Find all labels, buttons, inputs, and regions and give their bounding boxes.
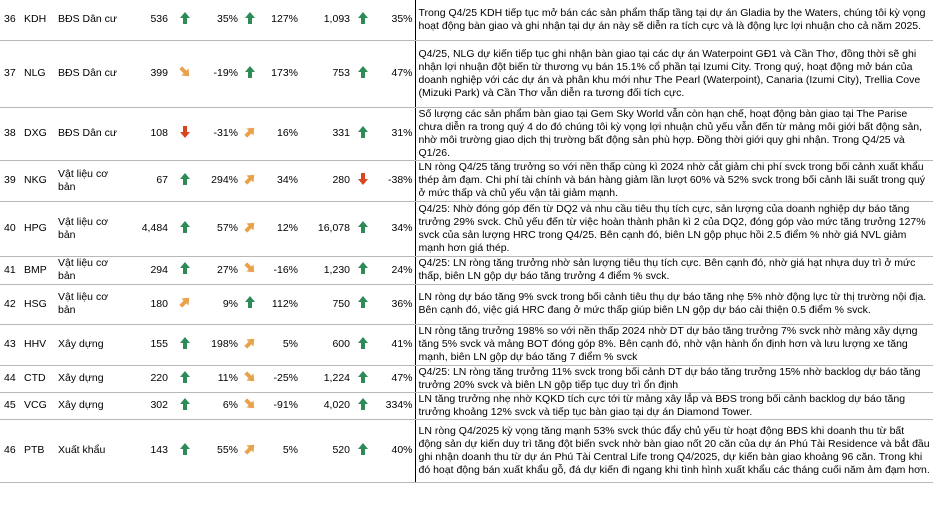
table-row bbox=[0, 40, 933, 107]
quarter-profit-cell: 302 bbox=[130, 392, 170, 419]
yoy-change-cell: -19% bbox=[200, 40, 240, 107]
row-number: 42 bbox=[0, 284, 22, 324]
commentary-cell: LN ròng tăng trưởng 198% so với nền thấp 2024 nhờ DT dự báo tăng trưởng 7% svck nhờ mảng xây dựng tăng 5% svck và mảng BOT đóng góp 8%. Bên cạnh đó, nhờ vận hành ổn định hơn và lưu lượng xe tăng mạnh, biên LN gộp dự báo tăng 7 điểm % svck bbox=[415, 324, 933, 365]
commentary-cell: Q4/25: Nhờ đóng góp đến từ DQ2 và nhu cầu tiêu thụ tích cực, sản lượng của doanh nghiệp dự báo tăng trưởng 29% svck. Chủ yếu đến từ việc hoàn thành phân kì 2 của DQ2, đóng góp vào mức tăng trưởng 127% svck của sản lượng HRC trong Q4/25. Bên cạnh đó, biên LN gộp phục hồi 2.5 điểm % nhờ giá NVL giảm mạnh hơn giá thép. bbox=[415, 201, 933, 256]
table-row bbox=[0, 0, 933, 40]
table-row bbox=[0, 284, 933, 324]
sector-cell: BĐS Dân cư bbox=[56, 107, 130, 160]
table-row bbox=[0, 365, 933, 392]
arrow-up-icon bbox=[240, 0, 260, 40]
ticker-cell: HHV bbox=[22, 324, 56, 365]
full-year-profit-cell: 280 bbox=[300, 160, 352, 201]
quarter-profit-cell: 180 bbox=[130, 284, 170, 324]
arrow-up-icon bbox=[352, 419, 374, 482]
arrow-up-icon bbox=[170, 0, 200, 40]
sector-cell: Xây dựng bbox=[56, 365, 130, 392]
full-year-profit-cell: 16,078 bbox=[300, 201, 352, 256]
yoy-change-cell: 198% bbox=[200, 324, 240, 365]
table-row bbox=[0, 107, 933, 160]
commentary-cell: LN ròng Q4/2025 kỳ vọng tăng mạnh 53% svck thúc đẩy chủ yếu từ hoạt động BĐS khi doanh thu từ bất động sản dự kiến duy trì tăng đột biến svck nhờ bàn giao nốt 20 căn của dự án Phú Tài Residence và bắt đầu ghi nhận doanh thu từ dự án Phú Tài Central Life trong Q4/2025, dự kiến bàn giao khoảng 96 căn. Trong khi đó hoạt động bán xuất khẩu gỗ, đá dự kiến đi ngang khi tình hình xuất khẩu các tháng cuối năm ảm đạm hơn. bbox=[415, 419, 933, 482]
ticker-cell: CTD bbox=[22, 365, 56, 392]
full-year-change-cell: 47% bbox=[374, 40, 415, 107]
full-year-profit-cell: 1,093 bbox=[300, 0, 352, 40]
table-row bbox=[0, 256, 933, 284]
arrow-up-right-icon bbox=[240, 419, 260, 482]
sector-cell: Vật liệu cơ bản bbox=[56, 201, 130, 256]
table-row bbox=[0, 419, 933, 482]
quarter-profit-cell: 67 bbox=[130, 160, 170, 201]
ticker-cell: NKG bbox=[22, 160, 56, 201]
sector-cell: Xây dựng bbox=[56, 324, 130, 365]
commentary-cell: Số lượng các sản phẩm bàn giao tại Gem Sky World vẫn còn hạn chế, hoạt động bàn giao tại The Parise chưa diễn ra trong quý 4 do đó chúng tôi kỳ vọng lợi nhuận chủ yếu vẫn đến từ mảng môi giới bất động sản, nhờ môi trường giao dịch thị trường bất động sản phù hợp. Đồng thời giới quy ghi nhận. Trong Q4/25 và Q1/26. bbox=[415, 107, 933, 160]
row-number: 44 bbox=[0, 365, 22, 392]
arrow-up-icon bbox=[352, 256, 374, 284]
arrow-up-icon bbox=[352, 324, 374, 365]
yoy-change-cell: 9% bbox=[200, 284, 240, 324]
ticker-cell: HPG bbox=[22, 201, 56, 256]
full-year-profit-cell: 520 bbox=[300, 419, 352, 482]
quarter-profit-cell: 155 bbox=[130, 324, 170, 365]
ticker-cell: DXG bbox=[22, 107, 56, 160]
yoy-change-cell: 27% bbox=[200, 256, 240, 284]
arrow-up-icon bbox=[170, 201, 200, 256]
full-year-profit-cell: 4,020 bbox=[300, 392, 352, 419]
row-number: 40 bbox=[0, 201, 22, 256]
arrow-up-right-icon bbox=[170, 284, 200, 324]
full-year-change-cell: -38% bbox=[374, 160, 415, 201]
sector-cell: Vật liệu cơ bản bbox=[56, 256, 130, 284]
arrow-down-icon bbox=[352, 160, 374, 201]
arrow-up-right-icon bbox=[240, 160, 260, 201]
full-year-change-cell: 24% bbox=[374, 256, 415, 284]
arrow-up-icon bbox=[240, 40, 260, 107]
quarter-profit-cell: 294 bbox=[130, 256, 170, 284]
arrow-down-right-icon bbox=[240, 256, 260, 284]
qoq-change-cell: 12% bbox=[260, 201, 300, 256]
ticker-cell: BMP bbox=[22, 256, 56, 284]
commentary-cell: Trong Q4/25 KDH tiếp tục mở bán các sản phẩm thấp tầng tại dự án Gladia by the Waters, chúng tôi kỳ vọng hoạt động bàn giao và ghi nhận tại dự án này sẽ diễn ra tích cực và là động lực lợi nhuận cho cả năm 2025. bbox=[415, 0, 933, 40]
arrow-up-icon bbox=[352, 365, 374, 392]
arrow-up-icon bbox=[170, 392, 200, 419]
arrow-up-icon bbox=[170, 365, 200, 392]
arrow-up-icon bbox=[170, 419, 200, 482]
row-number: 43 bbox=[0, 324, 22, 365]
arrow-up-icon bbox=[170, 160, 200, 201]
commentary-cell: Q4/25, NLG dự kiến tiếp tục ghi nhận bàn giao tại các dự án Waterpoint GĐ1 và Cần Thơ, đồng thời sẽ ghi nhận lợi nhuận đột biến từ thương vụ bán 15.1% cổ phần tại Izumi City. Trong quý, hoạt động mở bán của doanh nghiệp với các dự án và phân khu mới như The Pearl (Waterpoint), Canaria (Izumi City), Trellia Cove (Mizuki Park) và Cần Thơ vẫn diễn ra tương đối tích cực. bbox=[415, 40, 933, 107]
ticker-cell: VCG bbox=[22, 392, 56, 419]
ticker-cell: PTB bbox=[22, 419, 56, 482]
sector-cell: BĐS Dân cư bbox=[56, 0, 130, 40]
qoq-change-cell: 16% bbox=[260, 107, 300, 160]
qoq-change-cell: 5% bbox=[260, 419, 300, 482]
quarter-profit-cell: 108 bbox=[130, 107, 170, 160]
sector-cell: Vật liệu cơ bản bbox=[56, 160, 130, 201]
row-number: 46 bbox=[0, 419, 22, 482]
full-year-change-cell: 40% bbox=[374, 419, 415, 482]
arrow-down-right-icon bbox=[240, 392, 260, 419]
arrow-up-icon bbox=[352, 0, 374, 40]
table-row bbox=[0, 201, 933, 256]
ticker-cell: NLG bbox=[22, 40, 56, 107]
arrow-up-icon bbox=[170, 324, 200, 365]
sector-cell: Vật liệu cơ bản bbox=[56, 284, 130, 324]
full-year-change-cell: 334% bbox=[374, 392, 415, 419]
arrow-down-right-icon bbox=[170, 40, 200, 107]
table-row bbox=[0, 160, 933, 201]
sector-cell: BĐS Dân cư bbox=[56, 40, 130, 107]
qoq-change-cell: -16% bbox=[260, 256, 300, 284]
ticker-cell: KDH bbox=[22, 0, 56, 40]
full-year-change-cell: 31% bbox=[374, 107, 415, 160]
full-year-change-cell: 36% bbox=[374, 284, 415, 324]
yoy-change-cell: -31% bbox=[200, 107, 240, 160]
qoq-change-cell: 112% bbox=[260, 284, 300, 324]
full-year-change-cell: 34% bbox=[374, 201, 415, 256]
row-number: 39 bbox=[0, 160, 22, 201]
qoq-change-cell: -25% bbox=[260, 365, 300, 392]
row-number: 45 bbox=[0, 392, 22, 419]
quarter-profit-cell: 399 bbox=[130, 40, 170, 107]
yoy-change-cell: 57% bbox=[200, 201, 240, 256]
quarter-profit-cell: 220 bbox=[130, 365, 170, 392]
qoq-change-cell: 127% bbox=[260, 0, 300, 40]
row-number: 37 bbox=[0, 40, 22, 107]
full-year-change-cell: 35% bbox=[374, 0, 415, 40]
yoy-change-cell: 11% bbox=[200, 365, 240, 392]
qoq-change-cell: 34% bbox=[260, 160, 300, 201]
qoq-change-cell: -91% bbox=[260, 392, 300, 419]
arrow-up-icon bbox=[352, 40, 374, 107]
arrow-up-icon bbox=[352, 284, 374, 324]
quarter-profit-cell: 4,484 bbox=[130, 201, 170, 256]
commentary-cell: LN ròng dự báo tăng 9% svck trong bối cảnh tiêu thụ dự báo tăng nhẹ 5% nhờ động lực từ thị trường nội địa. Bên cạnh đó, việc giá HRC đang ở mức thấp giúp biên LN gộp dự báo cải thiện 0.5 điểm % svck. bbox=[415, 284, 933, 324]
qoq-change-cell: 173% bbox=[260, 40, 300, 107]
table-row bbox=[0, 324, 933, 365]
commentary-cell: Q4/25: LN ròng tăng trưởng nhờ sản lượng tiêu thụ tích cực. Bên cạnh đó, nhờ giá hạt nhựa duy trì ở mức thấp, biên LN gộp dự báo tăng trưởng 4 điểm % svck. bbox=[415, 256, 933, 284]
full-year-change-cell: 41% bbox=[374, 324, 415, 365]
quarter-profit-cell: 143 bbox=[130, 419, 170, 482]
arrow-up-right-icon bbox=[240, 107, 260, 160]
arrow-up-right-icon bbox=[240, 201, 260, 256]
arrow-up-icon bbox=[352, 201, 374, 256]
full-year-profit-cell: 750 bbox=[300, 284, 352, 324]
quarter-profit-cell: 536 bbox=[130, 0, 170, 40]
full-year-profit-cell: 1,224 bbox=[300, 365, 352, 392]
commentary-cell: LN ròng Q4/25 tăng trưởng so với nền thấp cùng kì 2024 nhờ cắt giảm chi phí svck trong bối cảnh xuất khẩu thép ảm đạm. Chi phí tài chính và bán hàng giảm lần lượt 60% và 52% svck trong bối cảnh lãi suất trong quý ở mức thấp và chủ yếu vận tải giảm mạnh. bbox=[415, 160, 933, 201]
arrow-down-icon bbox=[170, 107, 200, 160]
commentary-cell: LN tăng trưởng nhẹ nhờ KQKD tích cực tới từ mảng xây lắp và BĐS trong bối cảnh backlog dự báo tăng trưởng khoảng 12% svck và tiếp tục bàn giao tại dự án Diamond Tower. bbox=[415, 392, 933, 419]
table-row bbox=[0, 392, 933, 419]
arrow-up-icon bbox=[352, 107, 374, 160]
full-year-profit-cell: 753 bbox=[300, 40, 352, 107]
row-number: 36 bbox=[0, 0, 22, 40]
commentary-cell: Q4/25: LN ròng tăng trưởng 11% svck trong bối cảnh DT dự báo tăng trưởng 15% nhờ backlog dự báo tăng trưởng 20% svck và biên LN gộp tiếp tục duy trì ổn định bbox=[415, 365, 933, 392]
arrow-up-icon bbox=[240, 284, 260, 324]
ticker-cell: HSG bbox=[22, 284, 56, 324]
arrow-up-icon bbox=[170, 256, 200, 284]
yoy-change-cell: 55% bbox=[200, 419, 240, 482]
qoq-change-cell: 5% bbox=[260, 324, 300, 365]
arrow-up-icon bbox=[352, 392, 374, 419]
sector-cell: Xuất khẩu bbox=[56, 419, 130, 482]
arrow-up-right-icon bbox=[240, 324, 260, 365]
arrow-down-right-icon bbox=[240, 365, 260, 392]
full-year-profit-cell: 600 bbox=[300, 324, 352, 365]
yoy-change-cell: 294% bbox=[200, 160, 240, 201]
full-year-profit-cell: 1,230 bbox=[300, 256, 352, 284]
yoy-change-cell: 35% bbox=[200, 0, 240, 40]
full-year-profit-cell: 331 bbox=[300, 107, 352, 160]
full-year-change-cell: 47% bbox=[374, 365, 415, 392]
row-number: 41 bbox=[0, 256, 22, 284]
yoy-change-cell: 6% bbox=[200, 392, 240, 419]
row-number: 38 bbox=[0, 107, 22, 160]
sector-cell: Xây dựng bbox=[56, 392, 130, 419]
